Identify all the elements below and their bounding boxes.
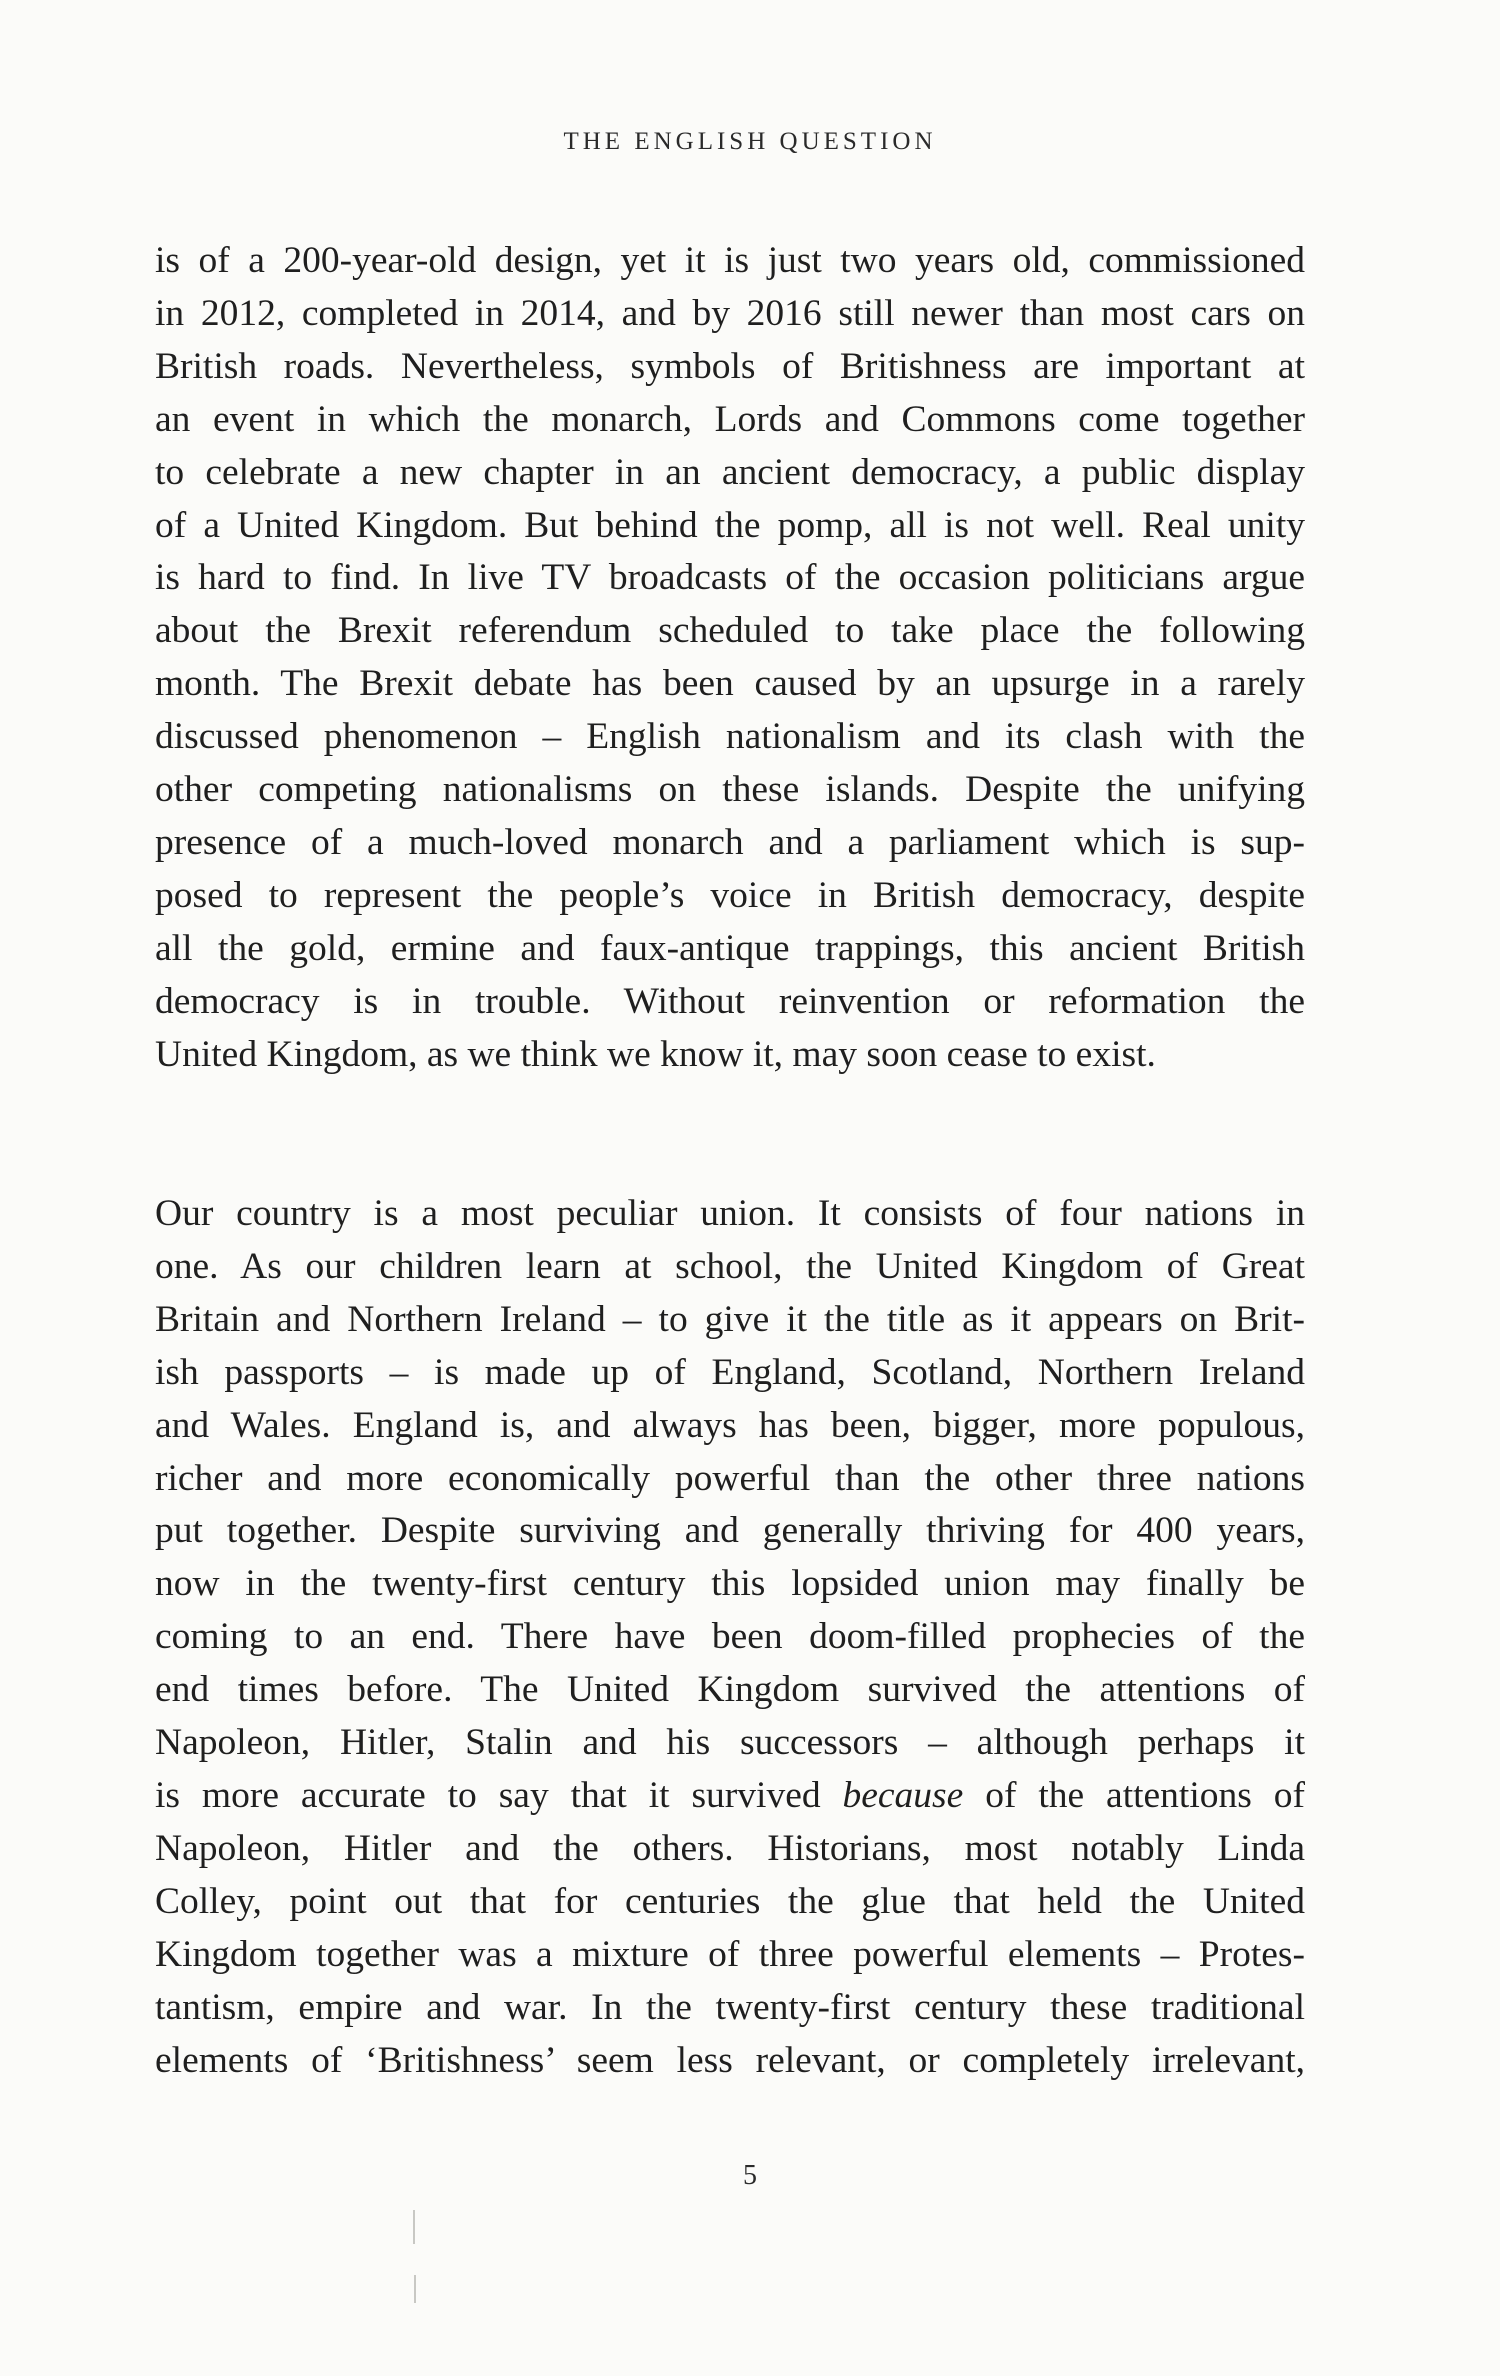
text-line: Napoleon, Hitler and the others. Historians, most notably Linda	[155, 1827, 1305, 1869]
text-line: Colley, point out that for centuries the glue that held the United	[155, 1880, 1305, 1922]
text-line: end times before. The United Kingdom survived the attentions of	[155, 1669, 1305, 1711]
text-line: is of a 200-year-old design, yet it is just two years old, commissioned	[155, 240, 1305, 281]
text-line: in 2012, completed in 2014, and by 2016 still newer than most cars on	[155, 292, 1305, 334]
text-line: coming to an end. There have been doom-filled prophecies of the	[155, 1616, 1305, 1658]
paragraph-1	[155, 235, 1305, 1082]
text-line: Kingdom together was a mixture of three powerful elements – Protes-	[155, 1933, 1305, 1975]
text-line: United Kingdom, as we think we know it, may soon cease to exist.	[155, 1033, 1156, 1075]
text-line: elements of ‘Britishness’ seem less relevant, or completely irrelevant,	[155, 2039, 1305, 2081]
text-line: one. As our children learn at school, the United Kingdom of Great	[155, 1245, 1305, 1287]
text-line: now in the twenty-first century this lopsided union may finally be	[155, 1563, 1305, 1605]
text-line: of a United Kingdom. But behind the pomp, all is not well. Real unity	[155, 504, 1305, 546]
text-line: posed to represent the people’s voice in British democracy, despite	[155, 874, 1305, 916]
scan-artifact	[414, 2275, 416, 2303]
text-line: presence of a much-loved monarch and a parliament which is sup-	[155, 821, 1305, 863]
emphasis: because	[842, 1774, 964, 1816]
text-line: is hard to find. In live TV broadcasts of the occasion politicians argue	[155, 557, 1305, 599]
text-line: ish passports – is made up of England, Scotland, Northern Ireland	[155, 1351, 1305, 1393]
text-line: Our country is a most peculiar union. It consists of four nations in	[155, 1193, 1305, 1234]
scan-artifact	[413, 2210, 415, 2244]
text-line: richer and more economically powerful than the other three nations	[155, 1457, 1305, 1499]
text-line: British roads. Nevertheless, symbols of Britishness are important at	[155, 345, 1305, 387]
text-line: put together. Despite surviving and generally thriving for 400 years,	[155, 1510, 1305, 1552]
text-line: discussed phenomenon – English nationalism and its clash with the	[155, 716, 1305, 758]
page-number: 5	[743, 2160, 757, 2191]
text-line: democracy is in trouble. Without reinvention or reformation the	[155, 980, 1305, 1022]
text-line-with-emphasis: is more accurate to say that it survived because of the attentions of	[155, 1774, 1305, 1816]
paragraph-2	[155, 1188, 1305, 2087]
text-line: month. The Brexit debate has been caused by an upsurge in a rarely	[155, 663, 1305, 705]
running-head: THE ENGLISH QUESTION	[563, 128, 937, 155]
text-line: all the gold, ermine and faux-antique trappings, this ancient British	[155, 927, 1305, 969]
text-line: Napoleon, Hitler, Stalin and his successors – although perhaps it	[155, 1722, 1305, 1764]
text-line: Britain and Northern Ireland – to give it the title as it appears on Brit-	[155, 1298, 1305, 1340]
text-line: tantism, empire and war. In the twenty-first century these traditional	[155, 1986, 1305, 2028]
text-line: an event in which the monarch, Lords and Commons come together	[155, 398, 1305, 440]
text-line: about the Brexit referendum scheduled to take place the following	[155, 610, 1305, 652]
text-line: other competing nationalisms on these islands. Despite the unifying	[155, 769, 1305, 811]
text-line: and Wales. England is, and always has been, bigger, more populous,	[155, 1404, 1305, 1446]
text-line: to celebrate a new chapter in an ancient democracy, a public display	[155, 451, 1305, 493]
